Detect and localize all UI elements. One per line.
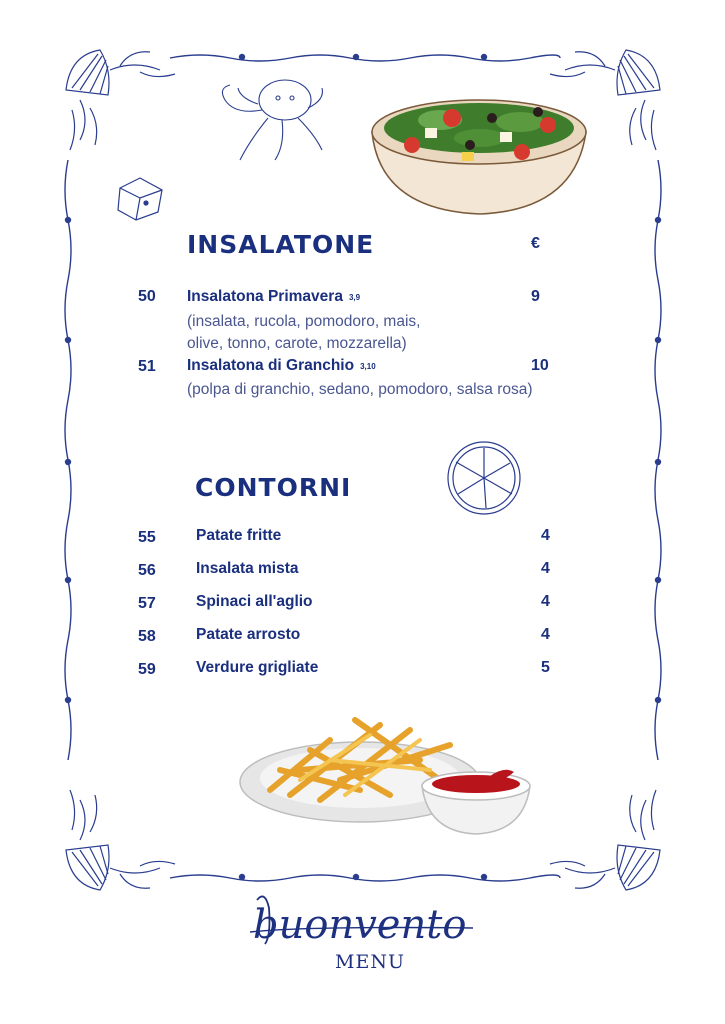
item-price: 4 (541, 626, 550, 643)
item-number: 55 (138, 529, 156, 546)
item-number: 57 (138, 595, 156, 612)
section-title-insalatone: INSALATONE (187, 230, 375, 259)
seashell-icon (66, 50, 175, 150)
item-name: Patate arrosto (196, 626, 301, 643)
item-number: 59 (138, 661, 156, 678)
octopus-icon (222, 80, 322, 160)
item-name-text: Insalatona Primavera (187, 288, 343, 305)
item-description-line: (polpa di granchio, sedano, pomodoro, salsa rosa) (187, 381, 533, 398)
item-price: 9 (531, 288, 540, 305)
item-price: 5 (541, 659, 550, 676)
item-number: 56 (138, 562, 156, 579)
allergen-codes: 3,9 (348, 293, 361, 302)
section-title-contorni: CONTORNI (195, 473, 352, 502)
item-name: Insalata mista (196, 560, 299, 577)
seashell-icon (66, 790, 175, 890)
brand-logo (245, 888, 480, 954)
item-name-text: Insalatona di Granchio (187, 357, 355, 374)
seashell-icon (550, 790, 660, 890)
currency-symbol: € (531, 235, 540, 252)
item-number: 51 (138, 358, 156, 375)
item-name: Spinaci all'aglio (196, 593, 313, 610)
item-name: Patate fritte (196, 527, 282, 544)
salad-bowl-icon (372, 100, 586, 214)
item-name (187, 288, 360, 306)
item-description-line: (insalata, rucola, pomodoro, mais, (187, 313, 421, 330)
menu-subtitle: MENU (335, 951, 405, 973)
item-number: 50 (138, 288, 156, 305)
item-price: 4 (541, 560, 550, 577)
item-price: 4 (541, 527, 550, 544)
logo-script: buonvento (253, 902, 467, 948)
item-price: 4 (541, 593, 550, 610)
item-description-line: olive, tonno, carote, mozzarella) (187, 335, 407, 352)
item-price: 10 (531, 357, 549, 374)
ice-cube-icon (118, 178, 162, 220)
item-name: Verdure grigliate (196, 659, 319, 676)
ketchup-bowl-icon (422, 770, 530, 834)
lemon-slice-icon (448, 442, 520, 514)
allergen-codes: 3,10 (360, 362, 376, 371)
item-number: 58 (138, 628, 156, 645)
item-name (187, 357, 376, 375)
